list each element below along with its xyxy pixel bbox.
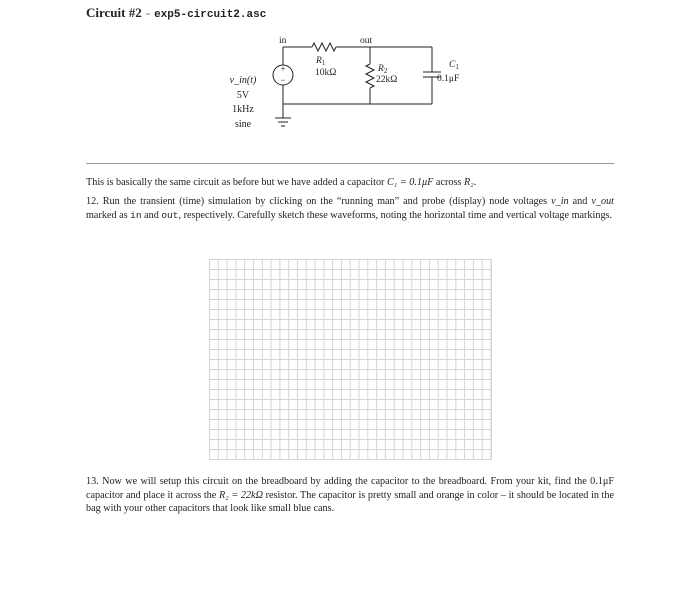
circuit-filename: exp5-circuit2.asc xyxy=(154,9,267,21)
source-name: v_in(t) xyxy=(229,75,257,86)
c1-label: $C_1$ xyxy=(449,60,459,71)
r1-value: 10kΩ xyxy=(315,68,337,78)
resistor-r1 xyxy=(312,43,336,51)
source-labels xyxy=(222,74,264,132)
header-separator: - xyxy=(145,5,151,20)
c1-value: 0.1μF xyxy=(437,74,460,84)
node-label-out: out xyxy=(360,36,373,46)
resistor-r2 xyxy=(366,64,374,88)
section-divider xyxy=(86,163,614,164)
node-label-in: in xyxy=(279,36,287,46)
paragraph-intro: This is basically the same circuit as before but we have added a capacitor C₁ = 0.1μF across R₂. xyxy=(86,177,477,188)
r1-label: $R_1$ xyxy=(316,56,326,67)
circuit-title: Circuit #2 xyxy=(86,5,142,20)
paragraph-step-12: 12. Run the transient (time) simulation by clicking on the “running man” and probe (display) node voltages v_in and v_out marked as in and out, respectively. Carefully sketch these waveforms, noting the horizontal time and vertical voltage markings. xyxy=(86,196,614,221)
r2-value: 22kΩ xyxy=(376,75,398,85)
source-type: sine xyxy=(234,118,252,130)
r2-label: $R_2$ xyxy=(378,64,388,75)
source-minus-sign: − xyxy=(280,75,286,85)
source-amplitude: 5V xyxy=(236,89,250,101)
source-frequency: 1kHz xyxy=(232,104,254,115)
sketch-grid[interactable] xyxy=(209,259,492,460)
source-plus-sign: + xyxy=(280,64,286,74)
paragraph-step-13: 13. Now we will setup this circuit on the breadboard by adding the capacitor to the breadboard. From your kit, find the 0.1μF capacitor and place it across the R₂ = 22kΩ resistor. The capacitor is pretty small and orange in color – it should be located in the bag with your other capacitors that look like small blue cans. xyxy=(86,476,614,514)
page-header xyxy=(86,5,266,21)
